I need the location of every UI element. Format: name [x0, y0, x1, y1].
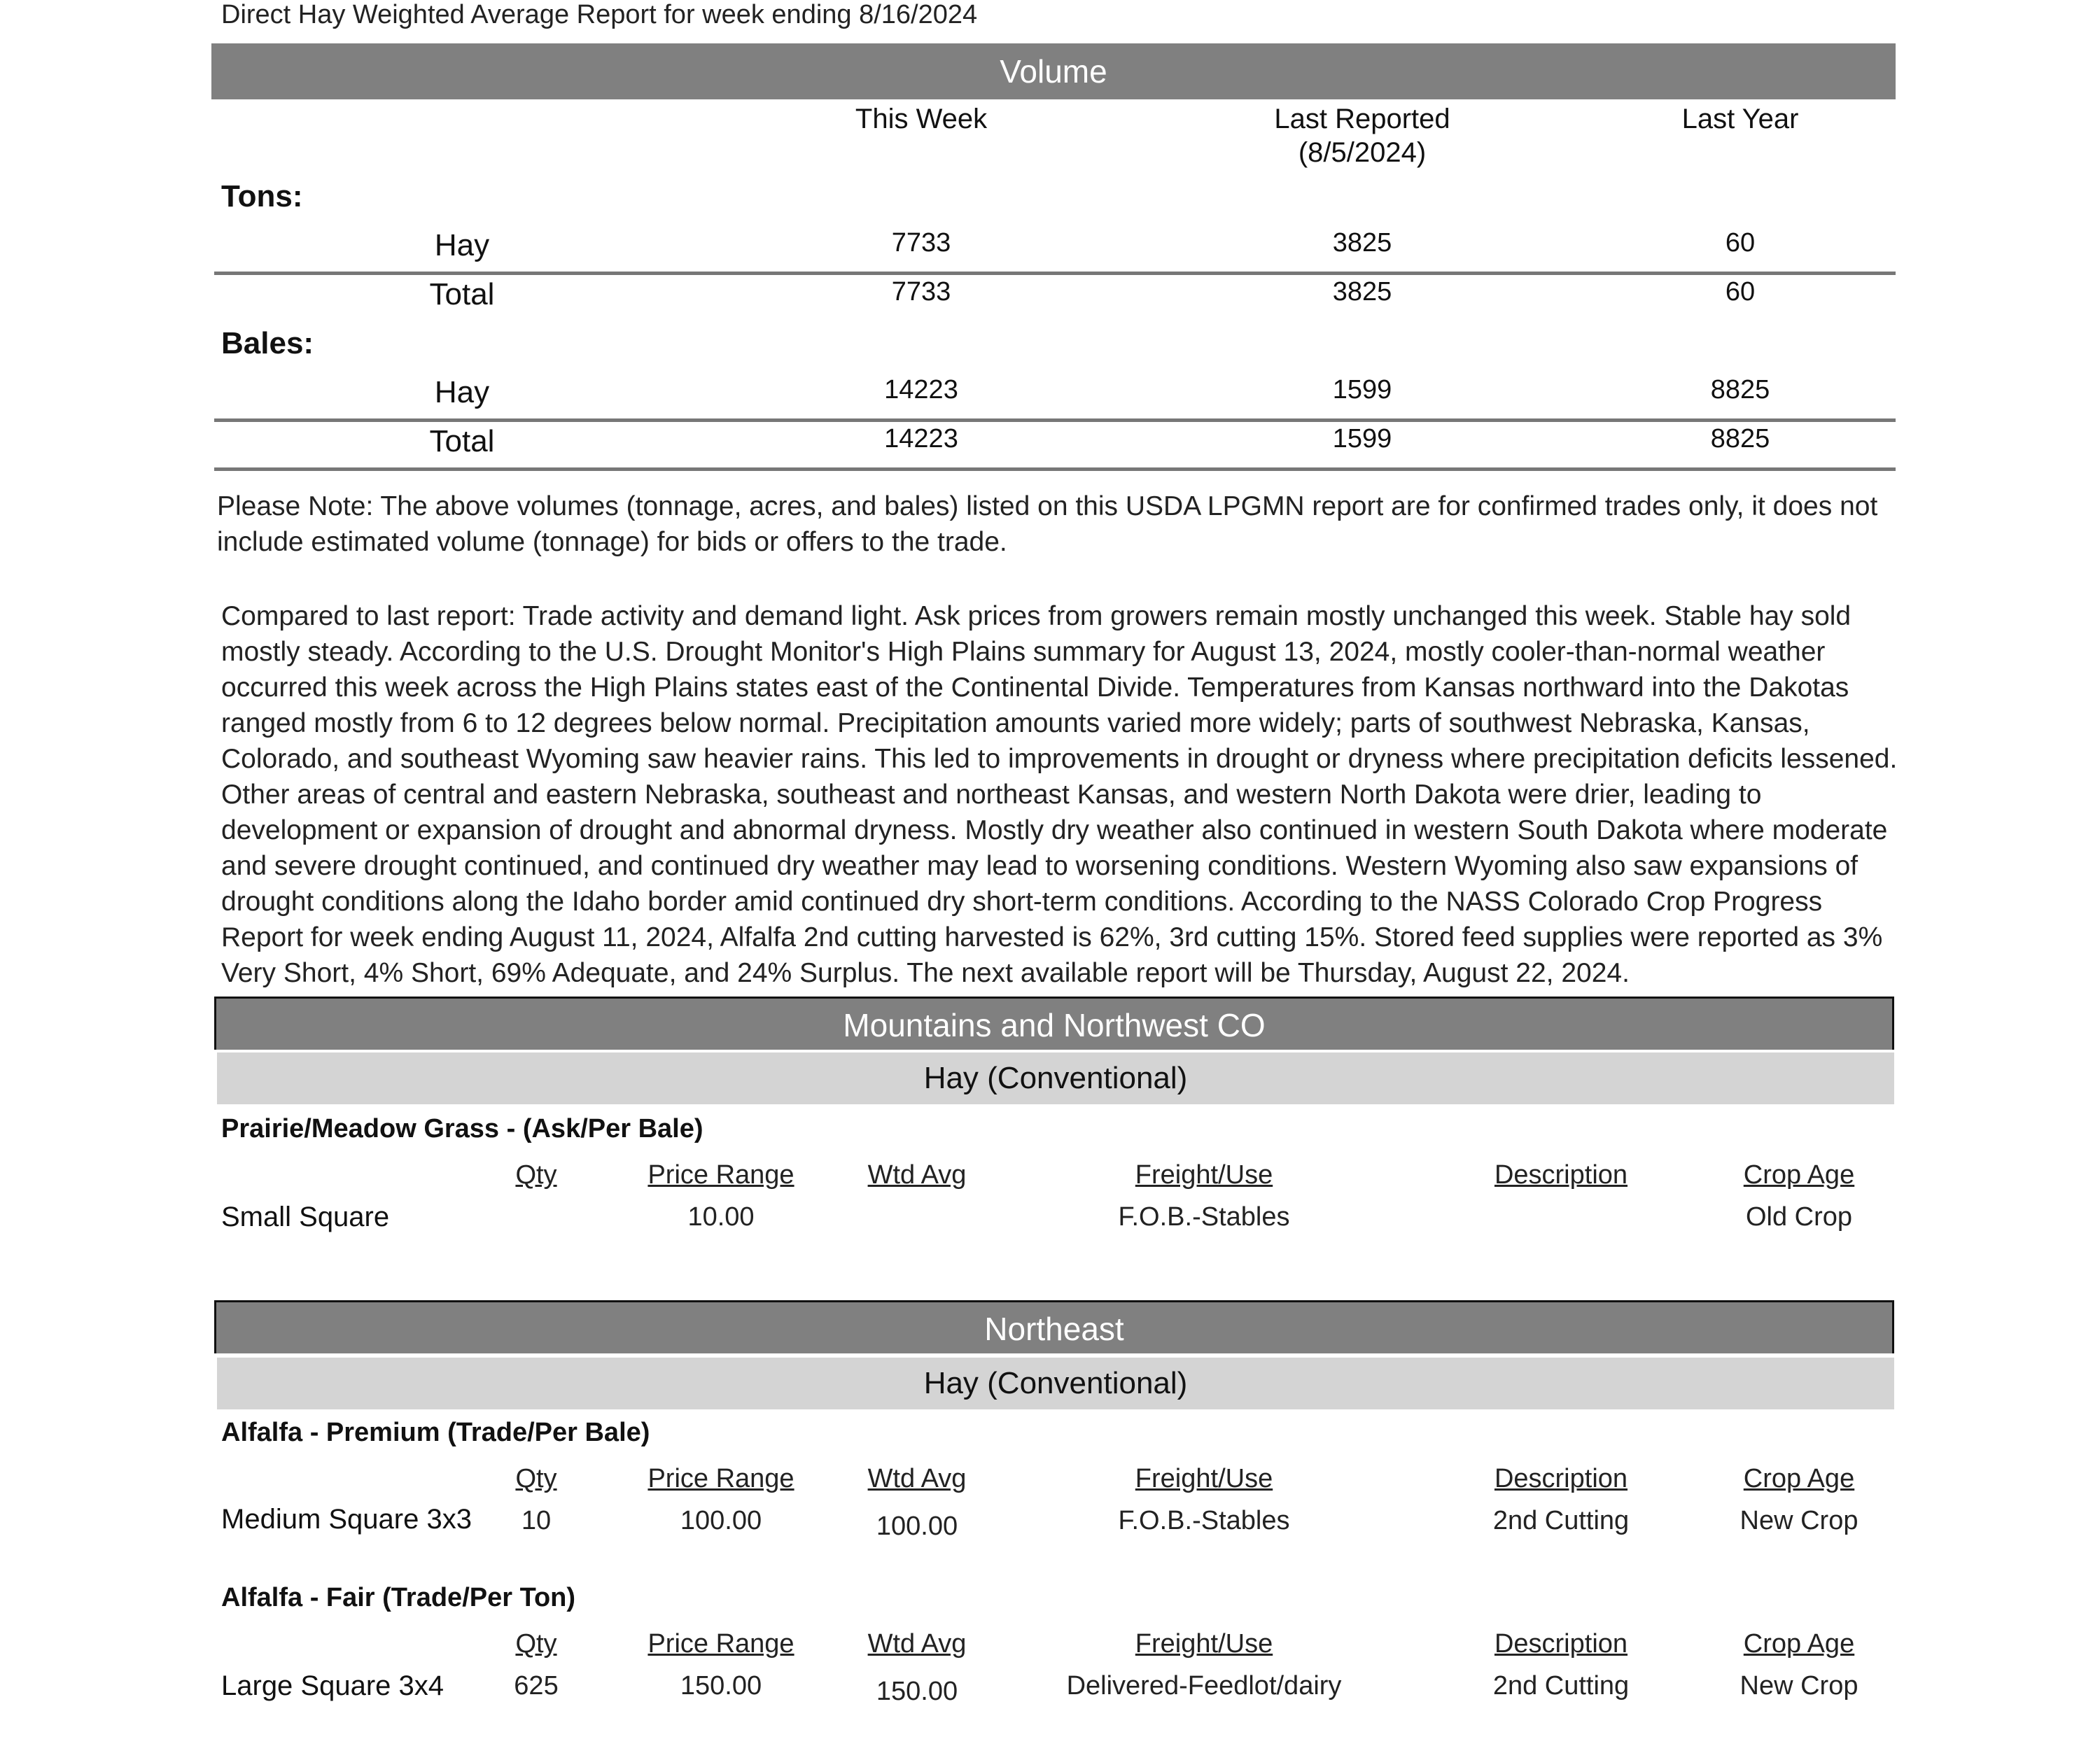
tons-hay-last-reported: 3825 — [1332, 228, 1392, 258]
grade-label: Alfalfa - Premium (Trade/Per Bale) — [221, 1418, 650, 1447]
header-qty: Qty — [515, 1160, 557, 1190]
report-title: Direct Hay Weighted Average Report for week ending 8/16/2024 — [221, 0, 978, 29]
bales-hay-label: Hay — [434, 375, 490, 409]
tons-hay-this-week: 7733 — [891, 228, 951, 258]
tons-hay-last-year: 60 — [1725, 228, 1756, 258]
freight-use-value: F.O.B.-Stables — [1118, 1506, 1290, 1535]
tons-total-label: Total — [429, 277, 495, 311]
tons-total-this-week: 7733 — [891, 277, 951, 307]
package-label: Large Square 3x4 — [221, 1670, 444, 1701]
tons-total-last-year: 60 — [1725, 277, 1756, 307]
tons-divider — [214, 272, 1896, 275]
col-last-reported-date: (8/5/2024) — [1298, 137, 1427, 168]
volume-bottom-rule — [214, 467, 1896, 471]
header-freight-use: Freight/Use — [1135, 1629, 1273, 1659]
price-range-value: 100.00 — [680, 1506, 762, 1535]
bales-label: Bales: — [221, 326, 314, 360]
bales-hay-this-week: 14223 — [884, 375, 958, 404]
header-wtd-avg: Wtd Avg — [867, 1629, 967, 1659]
wtd-avg-value: 100.00 — [876, 1512, 958, 1541]
col-last-year: Last Year — [1681, 104, 1799, 134]
col-last-reported: Last Reported — [1274, 104, 1450, 134]
qty-value: 625 — [514, 1671, 559, 1701]
market-commentary: Compared to last report: Trade activity and demand light. Ask prices from growers remain mostly unchanged this week. Stable hay sold mostly steady. According to the U.S. Drought Monitor's High Plains summary for August 13, 2024, mostly cooler-than-normal weather occurred this week across the High Plains states east of the Continental Divide. Temperatures from Kansas northward into the Dakotas ranged mostly from 6 to 12 degrees below normal. Precipitation amounts varied more widely; parts of southwest Nebraska, Kansas, Colorado, and southeast Wyoming saw heavier rains. This led to improvements in drought or dryness where precipitation deficits lessened. Other areas of central and eastern Nebraska, southeast and northeast Kansas, and western North Dakota were drier, leading to development or expansion of drought and abnormal dryness. Mostly dry weather also continued in western South Dakota where moderate and severe drought continued, and continued dry weather may lead to worsening conditions. Western Wyoming also saw expansions of drought conditions along the Idaho border amid continued dry short-term conditions. According to the NASS Colorado Crop Progress Report for week ending August 11, 2024, Alfalfa 2nd cutting harvested is 62%, 3rd cutting 15%. Stored feed supplies were reported as 3% Very Short, 4% Short, 69% Adequate, and 24% Surplus. The next available report will be Thursday, August 22, 2024. — [221, 601, 1898, 988]
grade-label: Prairie/Meadow Grass - (Ask/Per Bale) — [221, 1114, 704, 1143]
package-label: Small Square — [221, 1202, 390, 1232]
header-crop-age: Crop Age — [1743, 1629, 1855, 1659]
crop-age-value: New Crop — [1740, 1671, 1858, 1701]
bales-total-last-reported: 1599 — [1332, 424, 1392, 453]
header-price-range: Price Range — [648, 1160, 794, 1190]
volume-header: Volume — [211, 43, 1896, 99]
package-label: Medium Square 3x3 — [221, 1504, 472, 1535]
header-qty: Qty — [515, 1464, 557, 1493]
header-wtd-avg: Wtd Avg — [867, 1160, 967, 1190]
qty-value: 10 — [521, 1506, 552, 1535]
category-header: Hay (Conventional) — [217, 1052, 1894, 1104]
header-freight-use: Freight/Use — [1135, 1464, 1273, 1493]
crop-age-value: Old Crop — [1745, 1202, 1853, 1232]
grade-label: Alfalfa - Fair (Trade/Per Ton) — [221, 1583, 576, 1612]
tons-total-last-reported: 3825 — [1332, 277, 1392, 307]
description-value: 2nd Cutting — [1492, 1506, 1630, 1535]
wtd-avg-value: 150.00 — [876, 1677, 958, 1706]
header-qty: Qty — [515, 1629, 557, 1659]
category-header: Hay (Conventional) — [217, 1358, 1894, 1409]
region-header-northeast: Northeast — [214, 1300, 1894, 1353]
header-description: Description — [1494, 1629, 1628, 1659]
header-price-range: Price Range — [648, 1464, 794, 1493]
region-header-mountains-nw-co: Mountains and Northwest CO — [214, 997, 1894, 1050]
freight-use-value: Delivered-Feedlot/dairy — [1066, 1671, 1342, 1701]
bales-hay-last-year: 8825 — [1710, 375, 1770, 404]
tons-hay-label: Hay — [434, 228, 490, 262]
header-description: Description — [1494, 1160, 1628, 1190]
header-freight-use: Freight/Use — [1135, 1160, 1273, 1190]
header-crop-age: Crop Age — [1743, 1464, 1855, 1493]
description-value: 2nd Cutting — [1492, 1671, 1630, 1701]
bales-total-label: Total — [429, 424, 495, 458]
col-this-week: This Week — [855, 104, 988, 134]
volume-note: Please Note: The above volumes (tonnage, acres, and bales) listed on this USDA LPGMN report are for confirmed trades only, it does not include estimated volume (tonnage) for bids or offers to the trade. — [217, 491, 1878, 557]
header-description: Description — [1494, 1464, 1628, 1493]
bales-total-last-year: 8825 — [1710, 424, 1770, 453]
bales-divider — [214, 418, 1896, 422]
freight-use-value: F.O.B.-Stables — [1118, 1202, 1290, 1232]
price-range-value: 150.00 — [680, 1671, 762, 1701]
header-crop-age: Crop Age — [1743, 1160, 1855, 1190]
bales-hay-last-reported: 1599 — [1332, 375, 1392, 404]
header-price-range: Price Range — [648, 1629, 794, 1659]
price-range-value: 10.00 — [687, 1202, 755, 1232]
bales-total-this-week: 14223 — [884, 424, 958, 453]
crop-age-value: New Crop — [1740, 1506, 1858, 1535]
tons-label: Tons: — [221, 179, 303, 213]
header-wtd-avg: Wtd Avg — [867, 1464, 967, 1493]
